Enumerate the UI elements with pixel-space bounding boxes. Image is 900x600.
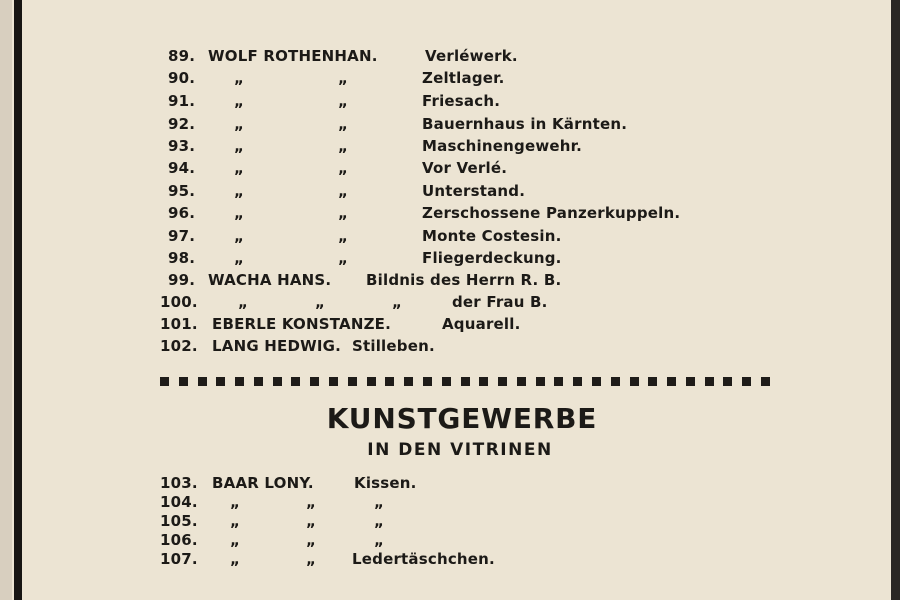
work-title: Stilleben. (352, 337, 435, 355)
ditto-mark: „ (306, 512, 317, 530)
entry-number: 98. (168, 249, 196, 267)
work-title: Vor Verlé. (422, 159, 508, 177)
work-title: Ledertäschchen. (352, 550, 495, 568)
artist-name: LANG HEDWIG. (212, 337, 342, 355)
artist-name: WACHA HANS. (208, 271, 332, 289)
work-title: Bildnis des Herrn R. B. (366, 271, 562, 289)
artist-name: BAAR LONY. (212, 474, 314, 492)
entry-number: 91. (168, 92, 196, 110)
entry-number: 96. (168, 204, 196, 222)
entry-number: 94. (168, 159, 196, 177)
ditto-mark: „ (338, 115, 349, 133)
ditto-mark: „ (306, 531, 317, 549)
work-title: Maschinengewehr. (422, 137, 582, 155)
ditto-mark: „ (234, 137, 245, 155)
entry-number: 105. (160, 512, 198, 530)
ditto-mark: „ (234, 159, 245, 177)
entry-number: 89. (168, 47, 196, 65)
work-title: der Frau B. (452, 293, 548, 311)
ditto-mark: „ (230, 531, 241, 549)
entry-number: 103. (160, 474, 198, 492)
ditto-mark: „ (338, 204, 349, 222)
entry-number: 102. (160, 337, 198, 355)
ditto-mark: „ (230, 512, 241, 530)
ditto-mark: „ (338, 182, 349, 200)
ditto-mark: „ (315, 293, 326, 311)
ditto-mark: „ (234, 115, 245, 133)
entry-number: 92. (168, 115, 196, 133)
ditto-mark: „ (392, 293, 403, 311)
entry-number: 104. (160, 493, 198, 511)
ditto-mark: „ (374, 531, 385, 549)
work-title: Verléwerk. (425, 47, 518, 65)
work-title: Unterstand. (422, 182, 526, 200)
ditto-mark: „ (234, 92, 245, 110)
ditto-mark: „ (234, 227, 245, 245)
work-title: Kissen. (354, 474, 417, 492)
ditto-mark: „ (234, 249, 245, 267)
ditto-mark: „ (234, 69, 245, 87)
entry-number: 107. (160, 550, 198, 568)
artist-name: WOLF ROTHENHAN. (208, 47, 378, 65)
work-title: Zeltlager. (422, 69, 505, 87)
artist-name: EBERLE KONSTANZE. (212, 315, 392, 333)
entry-number: 97. (168, 227, 196, 245)
entry-number: 106. (160, 531, 198, 549)
ditto-mark: „ (338, 227, 349, 245)
entry-number: 99. (168, 271, 196, 289)
ditto-mark: „ (338, 159, 349, 177)
entry-number: 90. (168, 69, 196, 87)
right-border-rule (891, 0, 900, 600)
entry-number: 101. (160, 315, 198, 333)
section-title: KUNSTGEWERBE (326, 402, 598, 435)
work-title: Friesach. (422, 92, 501, 110)
ditto-mark: „ (306, 550, 317, 568)
ditto-mark: „ (374, 493, 385, 511)
ditto-mark: „ (338, 249, 349, 267)
ditto-mark: „ (234, 204, 245, 222)
work-title: Aquarell. (442, 315, 521, 333)
ditto-mark: „ (374, 512, 385, 530)
work-title: Bauernhaus in Kärnten. (422, 115, 628, 133)
ditto-mark: „ (338, 92, 349, 110)
ditto-mark: „ (238, 293, 249, 311)
ditto-mark: „ (234, 182, 245, 200)
ditto-mark: „ (306, 493, 317, 511)
entry-number: 93. (168, 137, 196, 155)
ditto-mark: „ (338, 69, 349, 87)
ditto-mark: „ (230, 550, 241, 568)
page-edge (0, 0, 12, 600)
work-title: Monte Costesin. (422, 227, 562, 245)
dotted-separator (160, 377, 770, 387)
left-border-rule (14, 0, 22, 600)
work-title: Fliegerdeckung. (422, 249, 562, 267)
work-title: Zerschossene Panzerkuppeln. (422, 204, 681, 222)
ditto-mark: „ (338, 137, 349, 155)
entry-number: 95. (168, 182, 196, 200)
entry-number: 100. (160, 293, 198, 311)
ditto-mark: „ (230, 493, 241, 511)
section-subtitle: IN DEN VITRINEN (367, 440, 553, 460)
